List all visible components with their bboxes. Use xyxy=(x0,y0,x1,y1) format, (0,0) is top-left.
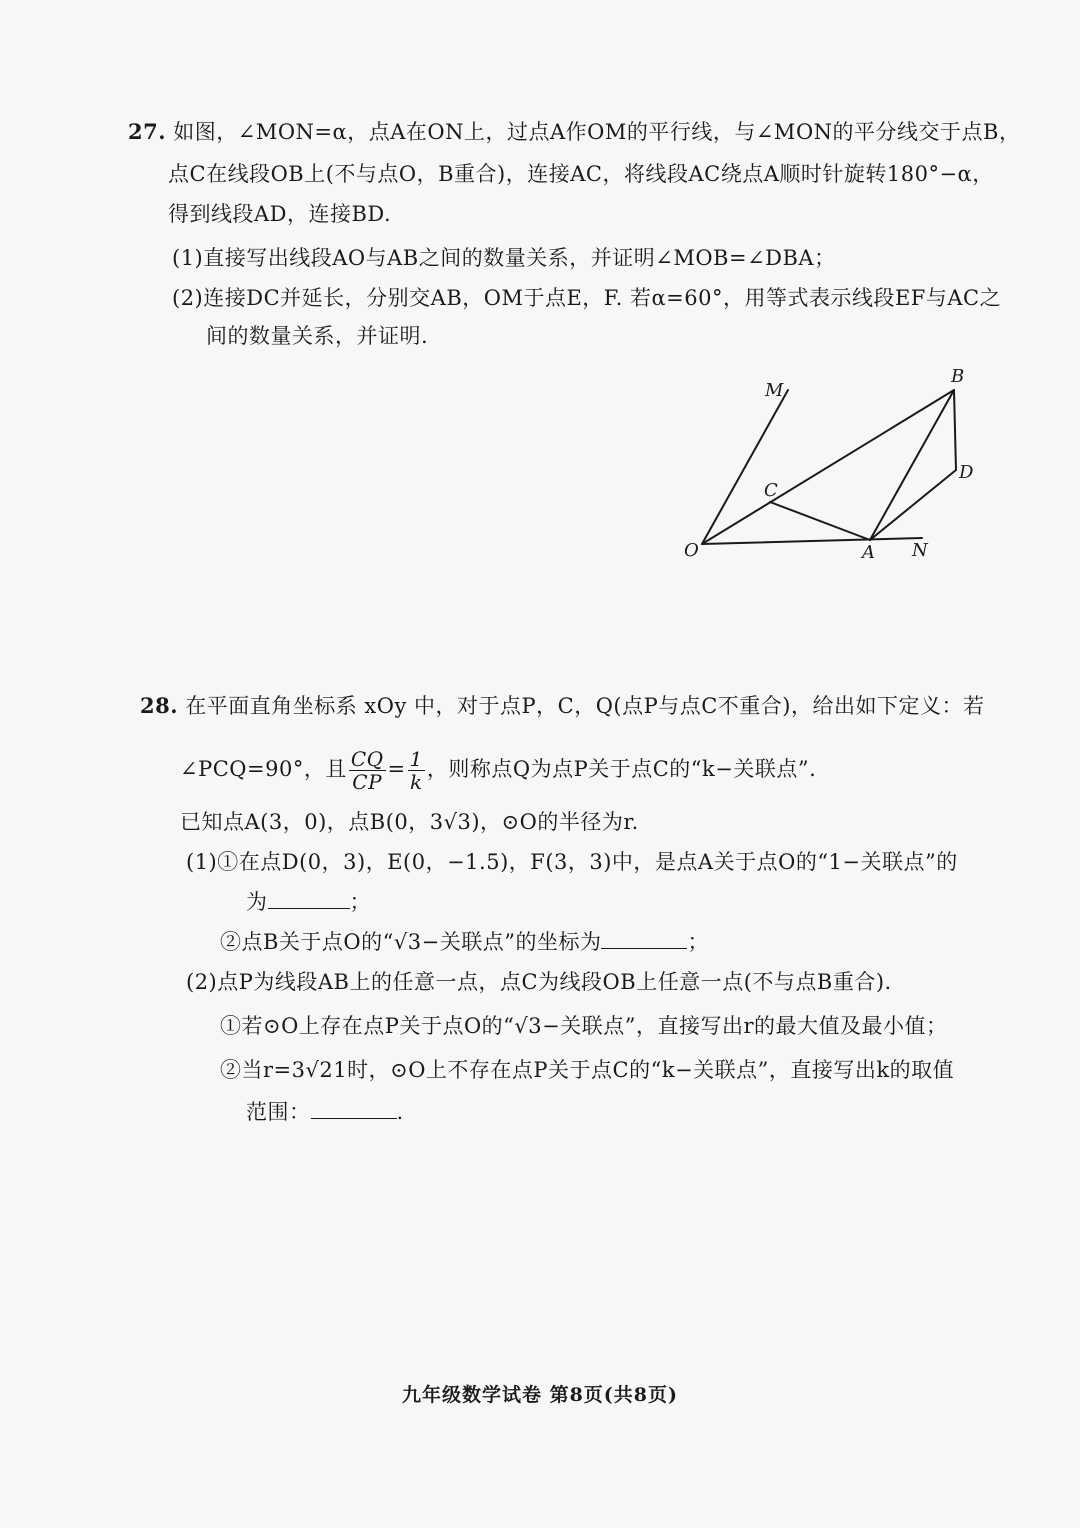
q28-part-1-2-end: ； xyxy=(687,930,709,954)
q27-number: 27. xyxy=(128,119,167,144)
q28-part-1-1-end: ； xyxy=(349,890,371,914)
segment-BD xyxy=(954,390,956,470)
label-D: D xyxy=(959,462,974,483)
fraction-cq-over-cp xyxy=(349,748,386,793)
q27-text-line-3: 得到线段AD，连接BD. xyxy=(168,202,392,226)
q28-part-2-2-end: . xyxy=(396,1100,404,1124)
q27-part-2-line-1: (2)连接DC并延长，分别交AB，OM于点E，F. 若α=60°，用等式表示线段EF与AC之 xyxy=(172,286,1002,310)
q28-part-1-2-text: ②点B关于点O的“√3−关联点”的坐标为 xyxy=(220,930,602,954)
q28-part-1-1-word: 为 xyxy=(246,890,268,914)
q28-part-1-1-line-2 xyxy=(246,888,371,916)
answer-blank-3[interactable] xyxy=(311,1098,397,1119)
segment-OB xyxy=(702,390,954,544)
answer-blank-2[interactable] xyxy=(601,928,687,949)
fraction-1-numerator: 1 xyxy=(409,747,423,771)
answer-blank-1[interactable] xyxy=(268,888,350,909)
label-A: A xyxy=(862,542,875,563)
q27-part-2-line-2: 间的数量关系，并证明. xyxy=(206,324,429,348)
segment-AB xyxy=(870,390,954,540)
fraction-cq-numerator: CQ xyxy=(350,747,384,771)
q28-number: 28. xyxy=(140,693,179,718)
q28-part-2-2-line-2 xyxy=(246,1098,404,1126)
page-footer: 九年级数学试卷 第8页(共8页) xyxy=(401,1384,679,1406)
q27-part-1: (1)直接写出线段AO与AB之间的数量关系，并证明∠MOB=∠DBA； xyxy=(172,246,836,270)
segment-AC xyxy=(770,502,870,540)
label-O: O xyxy=(684,540,699,561)
q28-part-1-2 xyxy=(220,928,709,956)
q28-part-1-1-line-1: (1)①在点D(0，3)，E(0，−1.5)，F(3，3)中，是点A关于点O的“1−关联点”的 xyxy=(186,850,958,874)
q28-given: 已知点A(3，0)，点B(0，3√3)，⊙O的半径为r. xyxy=(180,810,639,834)
label-N: N xyxy=(912,540,928,561)
fraction-cp-denominator: CP xyxy=(352,770,383,794)
q27-text-line-1: 如图，∠MON=α，点A在ON上，过点A作OM的平行线，与∠MON的平分线交于点B， xyxy=(173,120,1021,144)
q28-def-after: ，则称点Q为点P关于点C的“k−关联点”. xyxy=(426,757,817,781)
label-C: C xyxy=(764,480,778,501)
fraction-1-over-k xyxy=(408,748,425,793)
fraction-k-denominator: k xyxy=(409,770,423,794)
q27-geometry-figure xyxy=(670,360,974,570)
q28-part-2-2-word: 范围： xyxy=(246,1100,311,1124)
q27-line-1 xyxy=(128,118,1020,146)
q28-intro: 在平面直角坐标系 xOy 中，对于点P，C，Q(点P与点C不重合)，给出如下定义：若 xyxy=(185,694,985,718)
q28-def-before: ∠PCQ=90°，且 xyxy=(180,757,347,781)
segment-AD xyxy=(870,470,956,540)
q28-line-1 xyxy=(140,692,985,720)
q27-text-line-2: 点C在线段OB上(不与点O，B重合)，连接AC，将线段AC绕点A顺时针旋转180°−α， xyxy=(168,162,994,186)
equals-sign: = xyxy=(387,757,406,781)
q28-definition xyxy=(180,744,816,794)
label-M: M xyxy=(765,380,784,401)
q28-part-2-2-line-1: ②当r=3√21时，⊙O上不存在点P关于点C的“k−关联点”，直接写出k的取值 xyxy=(220,1058,955,1082)
q28-part-2-1: ①若⊙O上存在点P关于点O的“√3−关联点”，直接写出r的最大值及最小值； xyxy=(220,1014,948,1038)
label-B: B xyxy=(951,366,965,387)
segment-ON xyxy=(702,538,922,544)
segment-OM xyxy=(702,390,788,544)
q28-part-2: (2)点P为线段AB上的任意一点，点C为线段OB上任意一点(不与点B重合). xyxy=(186,970,892,994)
